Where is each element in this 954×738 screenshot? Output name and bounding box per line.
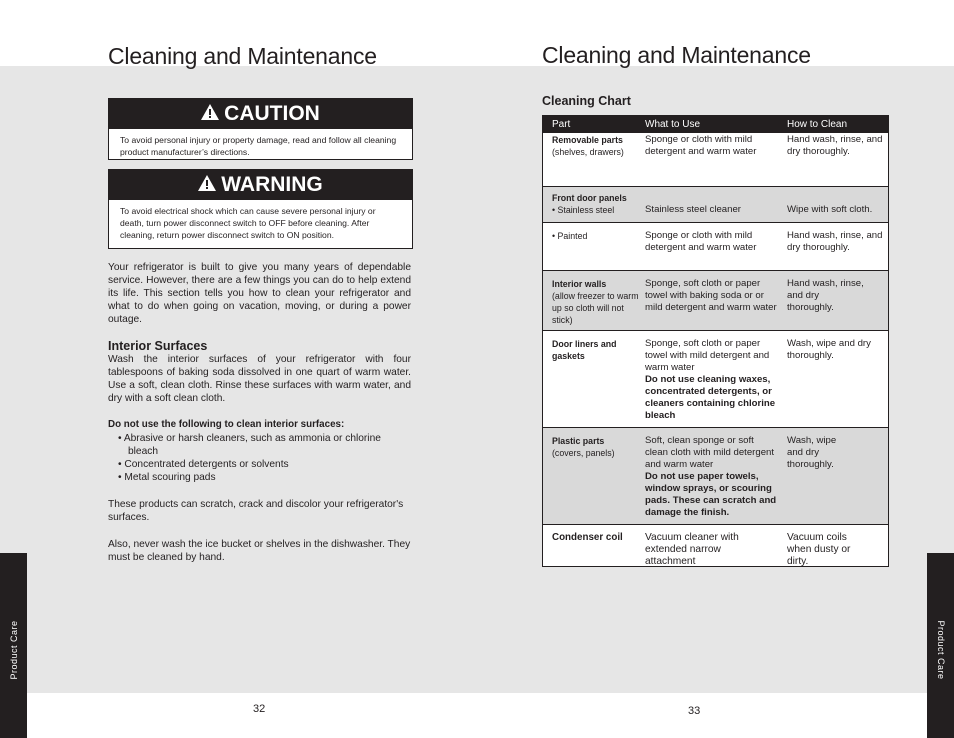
how-to-clean-cell: Wash, wipe and dry thoroughly. [787,338,871,361]
part-name: Interior walls [552,279,607,289]
part-name: Plastic parts [552,436,605,446]
table-header-row [543,116,888,133]
page-number-left: 32 [253,703,266,715]
warning-box [108,169,413,249]
what-to-use-cell: Sponge, soft cloth or paper towel with baking soda or or mild detergent and warm water [645,278,777,313]
part-detail: • Painted [552,231,588,241]
caution-heading: CAUTION [224,102,320,125]
list-item: • Metal scouring pads [118,472,216,483]
what-to-use-cell: Vacuum cleaner with extended narrow attachment [645,532,739,567]
caution-text: To avoid personal injury or property damage, read and follow all cleaning product manufacturer’s directions. [120,135,397,157]
warning-text: To avoid electrical shock which can cause severe personal injury or death, turn power disconnect switch to OFF before cleaning. After cleaning, return power disconnect switch to ON position. [120,206,376,240]
side-tab-right [927,553,954,738]
page-title-right: Cleaning and Maintenance [542,42,811,68]
what-to-use-cell: Sponge, soft cloth or paper towel with mild detergent and warm water [645,338,770,373]
page-title-left: Cleaning and Maintenance [108,43,377,69]
warning-heading: WARNING [221,173,323,196]
what-to-use-cell: Stainless steel cleaner [645,204,741,215]
part-name: Door liners and gaskets [552,339,617,361]
page-number-right: 33 [688,705,701,717]
table-row [543,270,888,330]
how-to-clean-cell: Wash, wipe and dry thoroughly. [787,435,837,470]
table-row [543,427,888,524]
warning-header [109,170,412,200]
column-header-what-to-use: What to Use [645,118,701,130]
how-to-clean-cell: Hand wash, rinse, and dry thoroughly. [787,278,864,313]
how-to-clean-cell: Hand wash, rinse, and dry thoroughly. [787,134,883,157]
scratch-paragraph: These products can scratch, crack and discolor your refrigerator's surfaces. [108,499,404,523]
warning-triangle-icon [201,102,219,126]
caution-header [109,99,412,129]
what-to-use-cell: Sponge or cloth with mild detergent and warm water [645,230,757,253]
how-to-clean-cell: Wipe with soft cloth. [787,204,873,215]
table-row [543,186,888,222]
caution-box [108,98,413,160]
side-tab-left [0,553,27,738]
side-tab-label: Product Care [8,619,19,680]
part-detail: (shelves, drawers) [552,147,624,157]
intro-paragraph: Your refrigerator is built to give you many years of dependable service. However, there are a few things you can do to help extend its life. This section tells you how to clean your refrigerator and what to do when going on vacation, moving, or during a power outage. [108,262,411,325]
warning-triangle-icon [198,173,216,197]
do-not-use-heading: Do not use the following to clean interior surfaces: [108,419,345,430]
column-header-how-to-clean: How to Clean [787,118,848,130]
cleaning-chart-table [542,115,889,567]
part-name: Condenser coil [552,532,623,543]
part-detail: • Stainless steel [552,205,615,215]
warning-note: Do not use cleaning waxes, concentrated detergents, or cleaners containing chlorine bleach [645,374,776,421]
do-not-use-list [118,432,411,484]
cleaning-chart-title: Cleaning Chart [542,94,631,108]
interior-surfaces-heading: Interior Surfaces [108,339,208,353]
part-name: Removable parts [552,135,623,145]
table-row [543,222,888,270]
table-row [543,133,888,186]
list-item: • Abrasive or harsh cleaners, such as ammonia or chlorine bleach [118,433,381,457]
what-to-use-cell: Sponge or cloth with mild detergent and warm water [645,134,757,157]
what-to-use-cell: Soft, clean sponge or soft clean cloth with mild detergent and warm water [645,435,775,470]
part-detail: (allow freezer to warm up so cloth will not stick) [552,291,639,325]
part-detail: (covers, panels) [552,448,615,458]
column-header-part: Part [552,118,571,130]
table-row [543,524,888,576]
list-item: • Concentrated detergents or solvents [118,459,289,470]
how-to-clean-cell: Hand wash, rinse, and dry thoroughly. [787,230,883,253]
how-to-clean-cell: Vacuum coils when dusty or dirty. [787,532,851,567]
dishwasher-paragraph: Also, never wash the ice bucket or shelves in the dishwasher. They must be cleaned by hand. [108,539,411,563]
side-tab-label: Product Care [935,619,946,680]
warning-note: Do not use paper towels, window sprays, or scouring pads. These can scratch and damage the finish. [645,471,777,518]
interior-surfaces-paragraph: Wash the interior surfaces of your refrigerator with four tablespoons of baking soda dissolved in one quart of warm water. Use a soft, clean cloth. Rinse these surfaces with warm water, and dry with a soft clean cloth. [108,354,411,404]
table-row [543,330,888,427]
part-name: Front door panels [552,193,627,203]
